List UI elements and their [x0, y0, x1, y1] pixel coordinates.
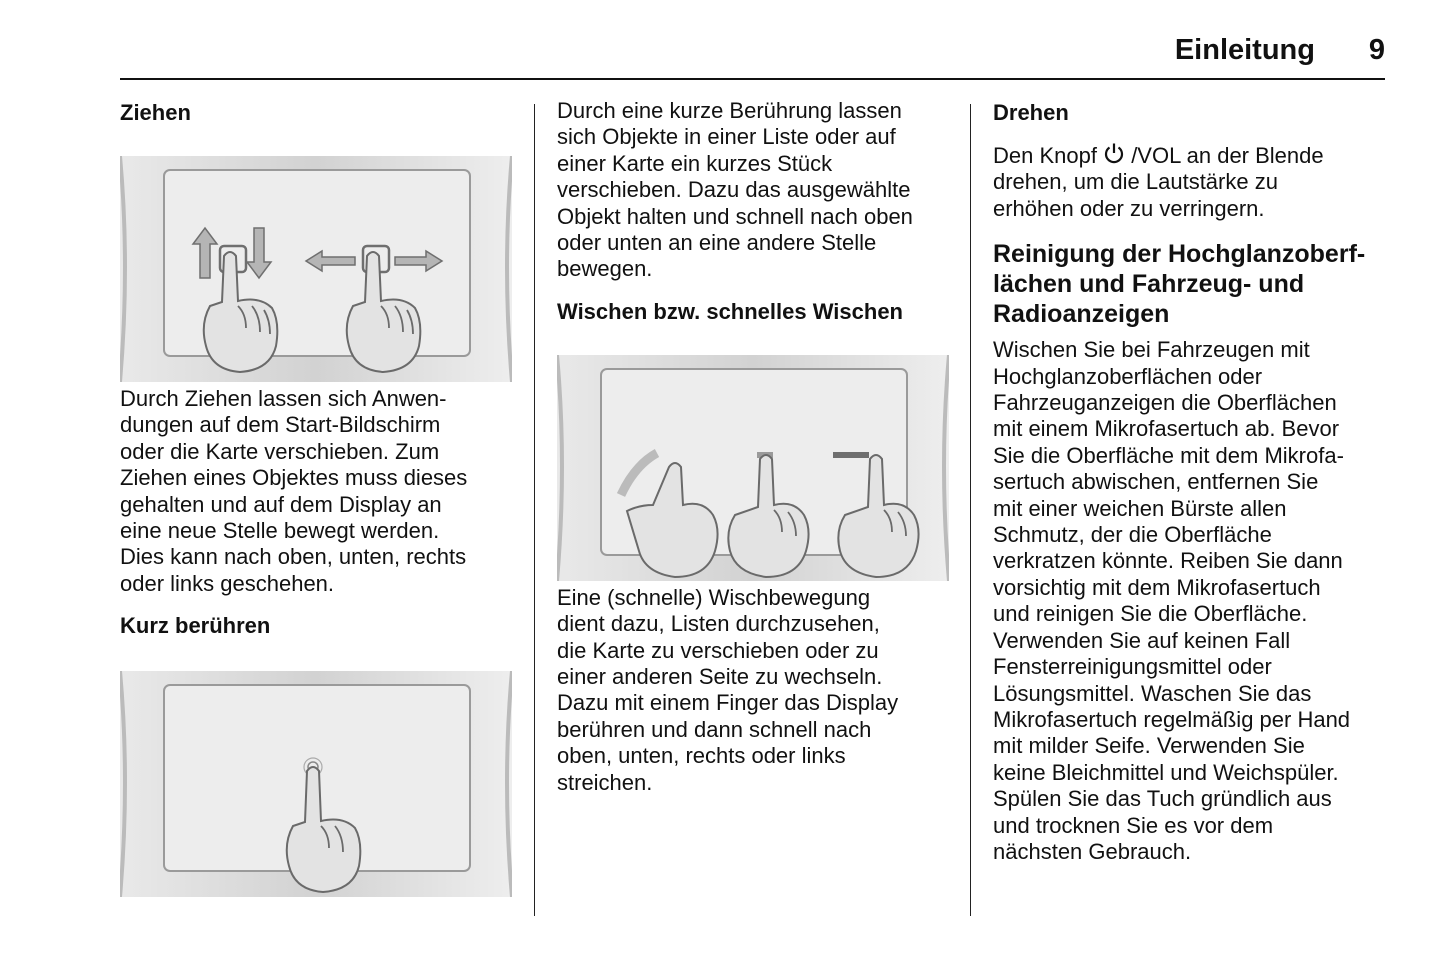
column-divider-right — [970, 104, 971, 916]
text-line: mit einem Mikrofasertuch ab. Bevor — [993, 416, 1340, 442]
drag-paragraph — [120, 386, 512, 597]
text-line: oben, unten, rechts oder links — [557, 743, 846, 769]
text-line: drehen, um die Lautstärke zu — [993, 169, 1278, 195]
tap-heading: Kurz berühren — [120, 613, 271, 639]
text-line: Durch Ziehen lassen sich Anwen- — [120, 386, 447, 411]
tap-gesture-illustration — [120, 671, 512, 897]
text-line: einer Karte ein kurzes Stück — [557, 150, 833, 176]
text-line: Eine (schnelle) Wischbewegung — [557, 584, 871, 610]
page-number: 9 — [1368, 34, 1385, 66]
text-segment: Den Knopf — [993, 143, 1104, 168]
text-line: vorsichtig mit dem Mikrofasertuch — [993, 574, 1321, 600]
text-line: Ziehen eines Objektes muss dieses — [120, 465, 468, 491]
text-line: erhöhen oder zu verringern. — [993, 195, 1265, 221]
text-line: Spülen Sie das Tuch gründlich aus — [993, 786, 1332, 812]
text-line: einer anderen Seite zu wechseln. — [557, 664, 883, 690]
text-line: sich Objekte in einer Liste oder auf — [557, 124, 896, 150]
text-line: Wischen Sie bei Fahrzeugen mit — [993, 337, 1310, 363]
text-line: dient dazu, Listen durchzusehen, — [557, 611, 880, 637]
text-line: verschieben. Dazu das ausgewählte — [557, 177, 911, 203]
cleaning-paragraph — [993, 337, 1385, 865]
text-line: und reinigen Sie die Oberfläche. — [993, 601, 1308, 627]
swipe-paragraph — [557, 585, 949, 796]
column-left — [120, 98, 512, 897]
text-line: bewegen. — [557, 256, 653, 282]
column-middle — [557, 98, 949, 796]
drag-heading: Ziehen — [120, 100, 191, 125]
text-line: Fahrzeuganzeigen die Oberflächen — [993, 390, 1337, 416]
text-line: oder links geschehen. — [120, 570, 335, 596]
text-line: mit milder Seife. Verwenden Sie — [993, 733, 1305, 759]
text-line: sertuch abwischen, entfernen Sie — [993, 469, 1319, 495]
power-icon — [1103, 142, 1125, 164]
page-title: Einleitung — [1174, 34, 1315, 66]
text-line: Mikrofasertuch regelmäßig per Hand — [993, 706, 1351, 732]
text-line: keine Bleichmittel und Weichspüler. — [993, 759, 1339, 785]
text-line: und trocknen Sie es vor dem — [993, 812, 1274, 838]
text-line: Lösungsmittel. Waschen Sie das — [993, 680, 1312, 706]
turn-paragraph — [993, 142, 1385, 222]
swipe-gesture-illustration — [557, 355, 949, 581]
text-line: Sie die Oberfläche mit dem Mikrofa- — [993, 442, 1344, 468]
heading-line: Radioanzeigen — [993, 300, 1170, 329]
column-divider-left — [534, 104, 535, 916]
text-line: verkratzen könnte. Reiben Sie dann — [993, 548, 1343, 574]
turn-heading: Drehen — [993, 100, 1069, 125]
text-line: die Karte zu verschieben oder zu — [557, 637, 879, 663]
heading-line: lächen und Fahrzeug- und — [993, 270, 1305, 299]
text-line: Fensterreinigungsmittel oder — [993, 654, 1272, 680]
text-line: berühren und dann schnell nach — [557, 716, 872, 742]
cleaning-heading — [993, 239, 1385, 329]
swipe-heading: Wischen bzw. schnelles Wischen — [557, 298, 903, 324]
tap-paragraph — [557, 98, 949, 283]
text-line: Durch eine kurze Berührung lassen — [557, 98, 902, 123]
text-line: nächsten Gebrauch. — [993, 838, 1192, 864]
text-segment: /VOL an der Blende — [1125, 143, 1324, 168]
text-line: Schmutz, der die Oberfläche — [993, 522, 1272, 548]
text-line: Verwenden Sie auf keinen Fall — [993, 627, 1291, 653]
header-rule — [120, 78, 1385, 80]
text-line: Dazu mit einem Finger das Display — [557, 690, 899, 716]
column-right — [993, 98, 1385, 865]
text-line: eine neue Stelle bewegt werden. — [120, 518, 440, 544]
drag-gesture-illustration — [120, 156, 512, 382]
text-line: streichen. — [557, 769, 653, 795]
text-line: gehalten und auf dem Display an — [120, 491, 442, 517]
heading-line: Reinigung der Hochglanzoberf- — [993, 240, 1366, 269]
text-line: oder die Karte verschieben. Zum — [120, 438, 440, 464]
text-line: oder unten an eine andere Stelle — [557, 230, 877, 256]
text-line: Hochglanzoberflächen oder — [993, 363, 1263, 389]
text-line: Dies kann nach oben, unten, rechts — [120, 544, 467, 570]
text-line: mit einer weichen Bürste allen — [993, 495, 1287, 521]
text-line: dungen auf dem Start-Bildschirm — [120, 412, 441, 438]
text-line — [993, 142, 1385, 169]
text-line: Objekt halten und schnell nach oben — [557, 203, 913, 229]
